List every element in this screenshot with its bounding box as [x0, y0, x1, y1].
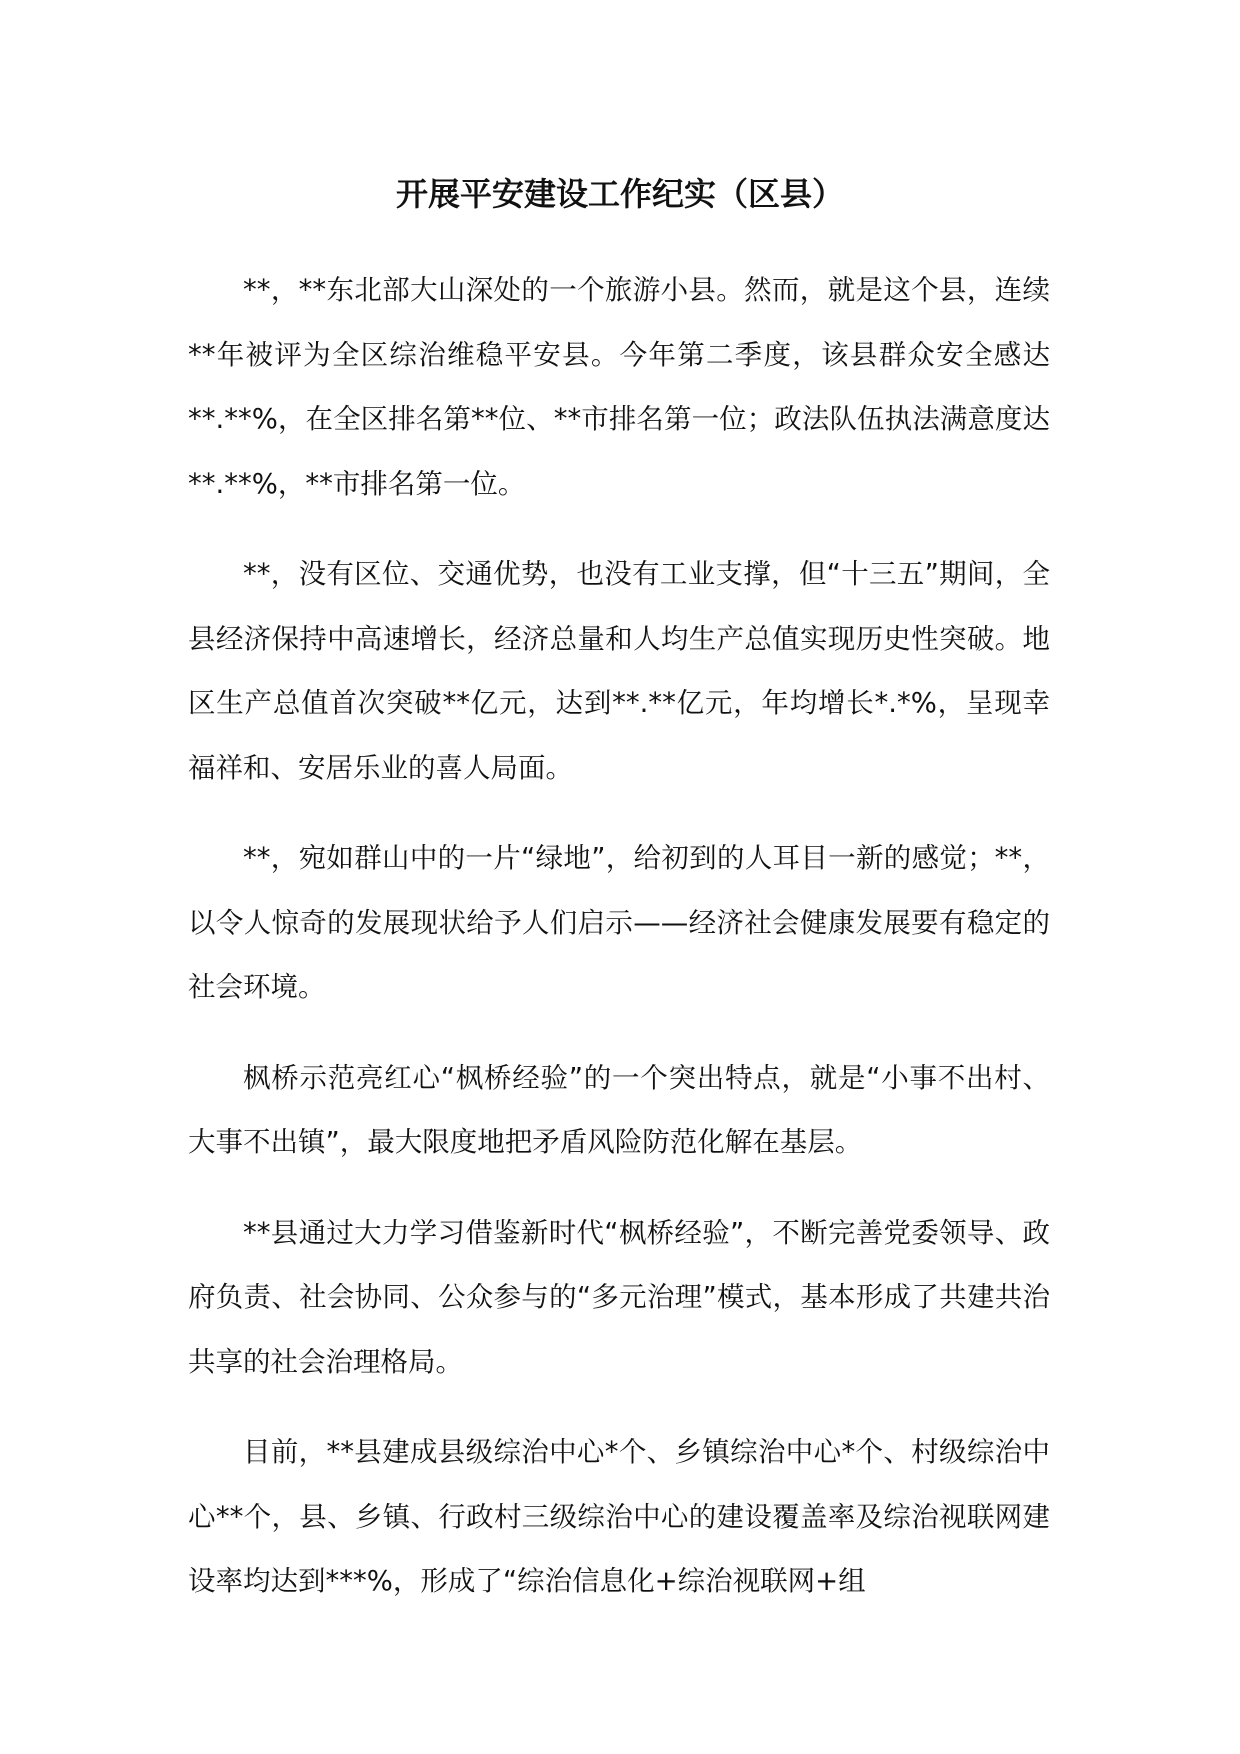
- paragraph: **，没有区位、交通优势，也没有工业支撑，但“十三五”期间，全县经济保持中高速增长，经济总量和人均生产总值实现历史性突破。地区生产总值首次突破**亿元，达到**.**亿元，年均增长*.*%，呈现幸福祥和、安居乐业的喜人局面。: [188, 558, 1050, 784]
- paragraph: **县通过大力学习借鉴新时代“枫桥经验”，不断完善党委领导、政府负责、社会协同、公众参与的“多元治理”模式，基本形成了共建共治共享的社会治理格局。: [188, 1216, 1050, 1378]
- paragraph: 目前，**县建成县级综治中心*个、乡镇综治中心*个、村级综治中心**个，县、乡镇、行政村三级综治中心的建设覆盖率及综治视联网建设率均达到***%，形成了“综治信息化+综治视联网+组: [188, 1436, 1050, 1597]
- document-title: 开展平安建设工作纪实（区县）: [395, 175, 844, 213]
- paragraph: 枫桥示范亮红心“枫桥经验”的一个突出特点，就是“小事不出村、大事不出镇”，最大限度地把矛盾风险防范化解在基层。: [188, 1061, 1050, 1158]
- paragraph: **，宛如群山中的一片“绿地”，给初到的人耳目一新的感觉；**，以令人惊奇的发展现状给予人们启示——经济社会健康发展要有稳定的社会环境。: [188, 842, 1050, 1003]
- document-body: [188, 258, 1050, 1640]
- paragraph: **，**东北部大山深处的一个旅游小县。然而，就是这个县，连续**年被评为全区综治维稳平安县。今年第二季度，该县群众安全感达**.**%，在全区排名第**位、**市排名第一位；政法队伍执法满意度达**.**%，**市排名第一位。: [188, 274, 1050, 500]
